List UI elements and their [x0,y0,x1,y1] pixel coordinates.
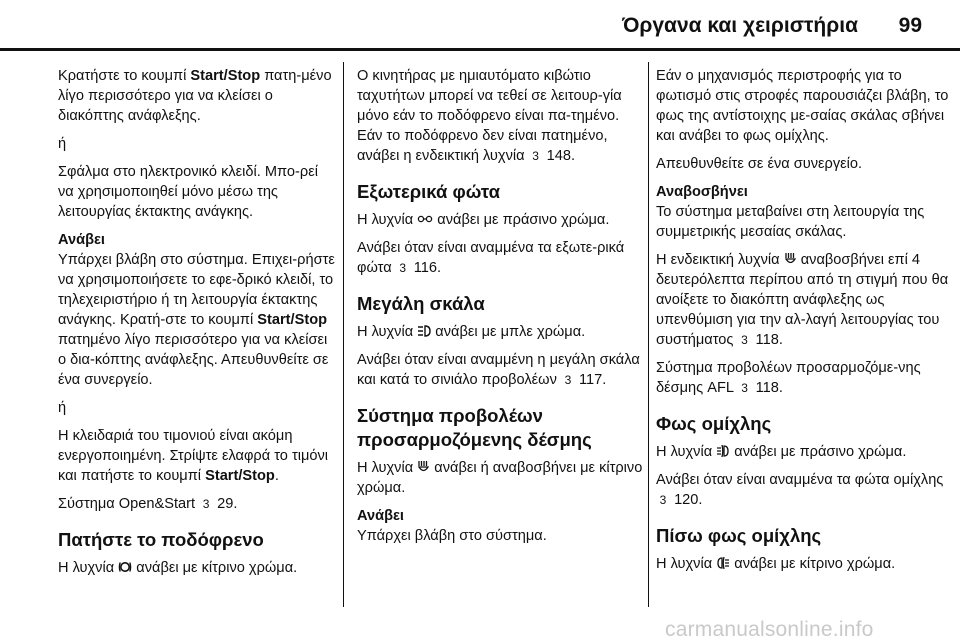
page-ref[interactable]: 120 [674,492,699,508]
rear-fog-icon [716,556,730,570]
paragraph: Ανάβει όταν είναι αναμμένη η μεγάλη σκάλα και κατά το σινιάλο προβολέων 3 117. [357,352,640,388]
section-heading: Φως ομίχλης [656,413,772,434]
page-ref[interactable]: 118 [755,332,779,348]
section-heading: Πατήστε το ποδόφρενο [58,529,264,550]
page-ref-arrow-icon: 3 [564,373,572,387]
section-heading: Εξωτερικά φώτα [357,181,500,202]
start-stop-label: Start/Stop [257,312,328,328]
start-stop-label: Start/Stop [190,68,261,84]
paragraph: Η λυχνία ανάβει με πράσινο χρώμα. [656,444,907,460]
page-ref-arrow-icon: 3 [741,381,748,395]
watermark: carmanualsonline.info [665,618,874,641]
paragraph-or: ή [58,400,67,416]
page-ref[interactable]: 116 [413,260,438,276]
page-ref-arrow-icon: 3 [532,149,539,163]
paragraph: Η λυχνία ανάβει με κίτρινο χρώμα. [58,560,298,576]
paragraph: Η λυχνία ανάβει με κίτρινο χρώμα. [656,556,896,572]
page-number: 99 [898,14,922,37]
section-heading: Πίσω φως ομίχλης [656,525,822,546]
paragraph: Η λυχνία ανάβει με μπλε χρώμα. [357,324,586,340]
paragraph: Σύστημα προβολέων προσαρμοζόμε-νης δέσμης AFL 3 118. [656,360,921,396]
paragraph: Ανάβει όταν είναι αναμμένα τα εξωτε-ρικά φώτα 3 116. [357,240,625,276]
paragraph: Ο κινητήρας με ημιαυτόματο κιβώτιο ταχυτήτων μπορεί να τεθεί σε λειτουρ-γία μόνο εάν το ποδόφρενο είναι πα-τημένο. Εάν το ποδόφρενο δεν είναι πατημένο, ανάβει η ενδεικτική λυχνία 3 148. [357,68,622,164]
section-heading: Μεγάλη σκάλα [357,293,485,314]
column-divider [343,62,344,607]
paragraph: Σφάλμα στο ηλεκτρονικό κλειδί. Μπο-ρεί να χρησιμοποιηθεί μόνο μέσω της λειτουργίας έκτακτης ανάγκης. [58,164,318,220]
page-ref-arrow-icon: 3 [741,333,748,347]
subheading: Ανάβει [357,508,404,524]
section-heading: Σύστημα προβολέων προσαρμοζόμενης δέσμης [357,405,592,450]
header-rule [0,48,960,51]
paragraph: Εάν ο μηχανισμός περιστροφής για το φωτισμό στις στροφές παρουσιάζει βλάβη, το φως της αντίστοιχης με-σαίας σκάλας σβήνει και ανάβει το φως ομίχλης. [656,68,949,144]
exterior-lights-icon [417,213,433,225]
page-ref-arrow-icon: 3 [202,497,210,511]
paragraph: Η λυχνία ανάβει ή αναβοσβήνει με κίτρινο χρώμα. [357,460,643,496]
front-fog-icon [716,444,730,458]
adaptive-headlight-icon [784,252,797,266]
column-3 [656,66,956,582]
column-1 [58,66,336,586]
high-beam-icon [417,325,431,337]
page-title: Όργανα και χειριστήρια [622,14,858,37]
paragraph: Κρατήστε το κουμπί Start/Stop πατη-μένο λίγο περισσότερο για να κλείσει ο διακόπτης ανάφλεξης. [58,68,332,124]
column-divider [648,62,649,607]
page-ref-arrow-icon: 3 [659,493,667,507]
page-ref[interactable]: 117 [579,372,603,388]
paragraph: Ανάβει όταν είναι αναμμένα τα φώτα ομίχλης 3 120. [656,472,944,508]
paragraph: Το σύστημα μεταβαίνει στη λειτουργία της συμμετρικής μεσαίας σκάλας. [656,204,925,240]
subheading: Αναβοσβήνει [656,184,748,200]
paragraph-or: ή [58,136,67,152]
paragraph: Η λυχνία ανάβει με πράσινο χρώμα. [357,212,610,228]
adaptive-headlight-icon [417,460,430,474]
brake-warning-icon [118,560,132,574]
page-header [0,0,960,48]
page-ref[interactable]: 29 [217,496,234,512]
paragraph: Σύστημα Open&Start 3 29. [58,496,238,512]
page-ref[interactable]: 118 [755,380,779,396]
page-ref-arrow-icon: 3 [399,261,407,275]
paragraph: Απευθυνθείτε σε ένα συνεργείο. [656,156,863,172]
subheading: Ανάβει [58,232,105,248]
paragraph: Υπάρχει βλάβη στο σύστημα. Επιχει-ρήστε να χρησιμοποιήσετε το εφε-δρικό κλειδί, το τηλεχειριστήριο ή τη λειτουργία έκτακτης ανάγκης. Κρατή-στε το κουμπί Start/Stop πατημένο λίγο περισσότερο για να κλείσει ο δια-κόπτης ανάφλεξης. Απευθυνθείτε σε ένα συνεργείο. [58,252,335,388]
paragraph: Υπάρχει βλάβη στο σύστημα. [357,528,547,544]
start-stop-label: Start/Stop [205,468,275,484]
paragraph: Η κλειδαριά του τιμονιού είναι ακόμη ενεργοποιημένη. Στρίψτε ελαφρά το τιμόνι και πατήστε το κουμπί Start/Stop. [58,428,329,484]
page-ref[interactable]: 148 [546,148,572,164]
paragraph: Η ενδεικτική λυχνία αναβοσβήνει επί 4 δευτερόλεπτα περίπου από τη στιγμή που θα ανοίξετε το διακόπτη ανάφλεξης ως υπενθύμιση για την αλ-λαγή λειτουργίας του συστήματος 3 118. [656,252,949,348]
column-2 [357,66,647,554]
